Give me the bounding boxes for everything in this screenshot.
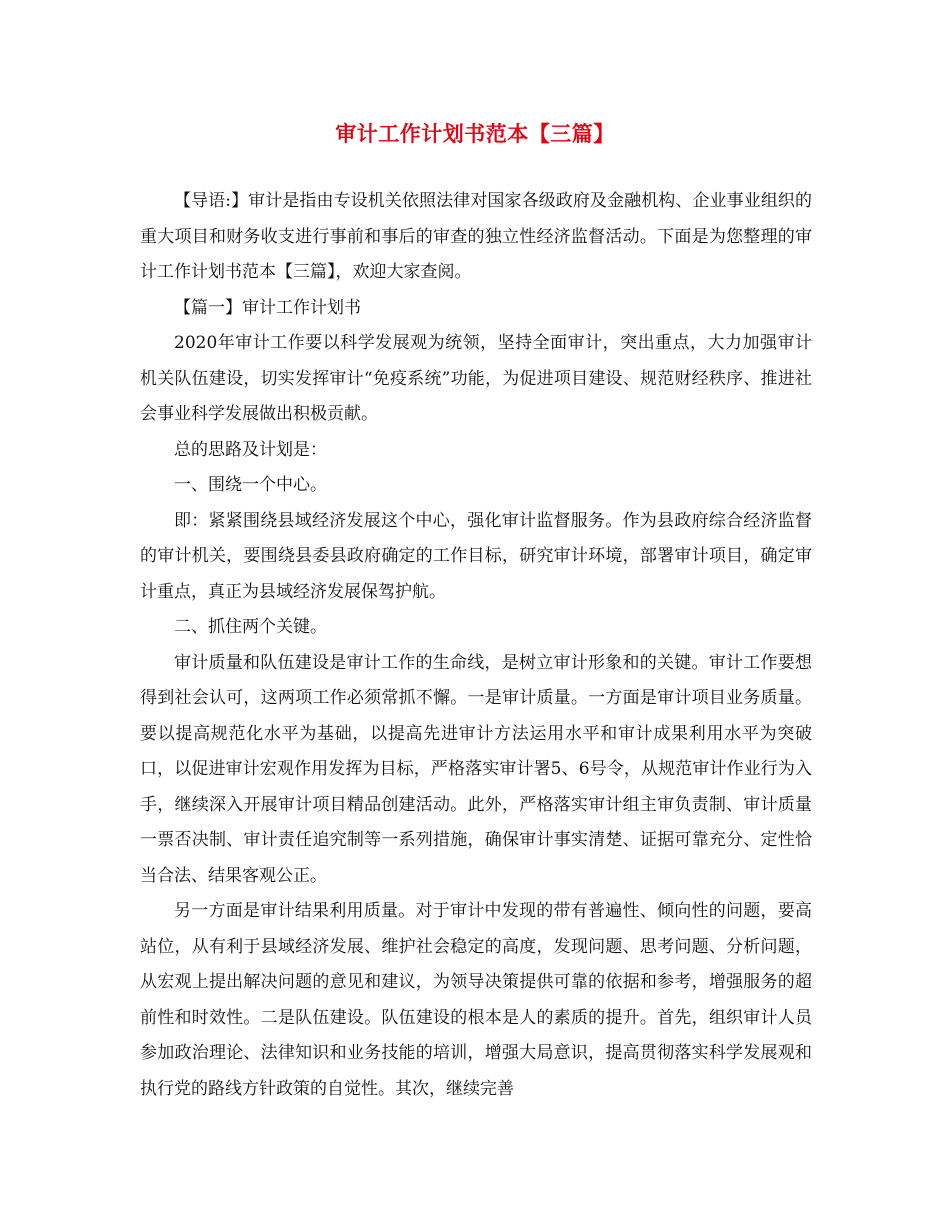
- paragraph-plan-intro: 总的思路及计划是：: [174, 439, 327, 460]
- document-title: 审计工作计划书范本【三篇】: [335, 121, 615, 146]
- document-body: [140, 184, 812, 1107]
- paragraph-overview: 2020年审计工作要以科学发展观为统领，坚持全面审计，突出重点，大力加强审计机关队伍建设，切实发挥审计“免疫系统”功能，为促进项目建设、规范财经秩序、推进社会事业科学发展做出积极贡献。: [140, 333, 812, 424]
- paragraph-section-heading: 【篇一】审计工作计划书: [174, 297, 361, 318]
- paragraph-point-two-continued: 另一方面是审计结果利用质量。对于审计中发现的带有普遍性、倾向性的问题，要高站位，从有利于县域经济发展、维护社会稳定的高度，发现问题、思考问题、分析问题，从宏观上提出解决问题的意见和建议，为领导决策提供可靠的依据和参考，增强服务的超前性和时效性。二是队伍建设。队伍建设的根本是人的素质的提升。首先，组织审计人员参加政治理论、法律知识和业务技能的培训，增强大局意识，提高贯彻落实科学发展观和执行党的路线方针政策的自觉性。其次，继续完善: [140, 901, 812, 1099]
- paragraph-point-two: 审计质量和队伍建设是审计工作的生命线，是树立审计形象和的关键。审计工作要想得到社会认可，这两项工作必须常抓不懈。一是审计质量。一方面是审计项目业务质量。要以提高规范化水平为基础，以提高先进审计方法运用水平和审计成果利用水平为突破口，以促进审计宏观作用发挥为目标，严格落实审计署5、6号令，从规范审计作业行为入手，继续深入开展审计项目精品创建活动。此外，严格落实审计组主审负责制、审计质量一票否决制、审计责任追究制等一系列措施，确保审计事实清楚、证据可靠充分、定性恰当合法、结果客观公正。: [140, 652, 812, 886]
- paragraph-point-one-heading: 一、围绕一个中心。: [174, 475, 327, 495]
- paragraph-point-two-heading: 二、抓住两个关键。: [174, 617, 327, 637]
- paragraph-intro: 【导语:】审计是指由专设机关依照法律对国家各级政府及金融机构、企业事业组织的重大项目和财务收支进行事前和事后的审查的独立性经济监督活动。下面是为您整理的审计工作计划书范本【三篇】，欢迎大家查阅。: [140, 191, 812, 282]
- paragraph-point-one: 即：紧紧围绕县域经济发展这个中心，强化审计监督服务。作为县政府综合经济监督的审计机关，要围绕县委县政府确定的工作目标，研究审计环境，部署审计项目，确定审计重点，真正为县域经济发展保驾护航。: [140, 510, 812, 602]
